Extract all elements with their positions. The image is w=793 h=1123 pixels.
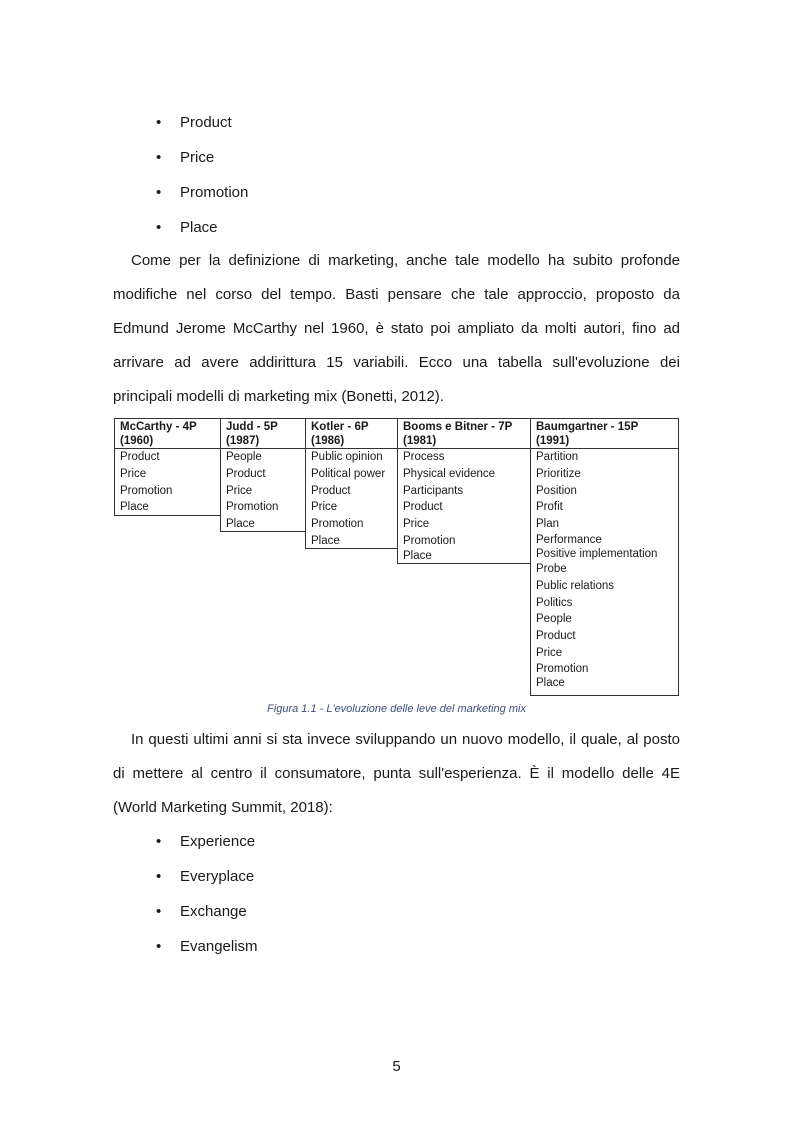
table-cell: Price bbox=[226, 484, 253, 497]
table-cell: Product bbox=[536, 630, 576, 643]
bullet-list-4p bbox=[156, 113, 248, 253]
table-cell: Promotion bbox=[226, 501, 279, 514]
table-cell: Probe bbox=[536, 562, 567, 575]
table-cell: People bbox=[536, 613, 572, 626]
table-cell: Product bbox=[120, 451, 160, 463]
list-item: • Place bbox=[156, 218, 248, 253]
figure-caption: Figura 1.1 - L'evoluzione delle leve del marketing mix bbox=[267, 703, 526, 715]
table-cell: Price bbox=[536, 646, 563, 659]
table-cell: Politics bbox=[536, 596, 573, 609]
list-item: • Promotion bbox=[156, 183, 248, 218]
column-header: Booms e Bitner - 7P (1981) bbox=[398, 419, 530, 449]
list-item: • Everyplace bbox=[156, 867, 258, 902]
table-column-kotler bbox=[305, 418, 398, 549]
table-cell: Profit bbox=[536, 501, 563, 514]
column-header: Baumgartner - 15P (1991) bbox=[531, 419, 678, 449]
table-cell: Prioritize bbox=[536, 467, 581, 480]
column-header: McCarthy - 4P (1960) bbox=[115, 419, 220, 449]
list-item: • Evangelism bbox=[156, 937, 258, 972]
table-cell: Public relations bbox=[536, 579, 614, 592]
table-cell: Positive implementation bbox=[536, 547, 658, 560]
table-cell: Place bbox=[403, 549, 432, 562]
table-cell: Position bbox=[536, 484, 577, 497]
table-cell: Promotion bbox=[120, 484, 173, 497]
table-cell: Public opinion bbox=[311, 451, 383, 463]
list-item: • Experience bbox=[156, 832, 258, 867]
table-cell: Place bbox=[226, 518, 255, 531]
table-cell: Participants bbox=[403, 484, 464, 497]
table-cell: Price bbox=[311, 501, 338, 514]
table-cell: Product bbox=[226, 467, 266, 480]
table-column-judd bbox=[220, 418, 306, 532]
table-cell: Place bbox=[536, 676, 565, 689]
table-cell: Price bbox=[120, 467, 147, 480]
table-cell: Plan bbox=[536, 518, 560, 531]
list-item: • Product bbox=[156, 113, 248, 148]
page-number: 5 bbox=[392, 1058, 401, 1075]
paragraph-4e-model: In questi ultimi anni si sta invece sviluppando un nuovo modello, il quale, al posto di mettere al centro il consumatore, punta sull'esperienza. È il modello delle 4E (World Marketing Summit, 2018): bbox=[113, 731, 680, 816]
table-cell: Performance bbox=[536, 533, 602, 546]
table-column-mccarthy bbox=[114, 418, 221, 516]
table-cell: Place bbox=[120, 501, 149, 514]
table-cell: Price bbox=[403, 518, 430, 531]
table-cell: People bbox=[226, 451, 262, 463]
table-column-booms-bitner bbox=[397, 418, 531, 564]
list-item: • Price bbox=[156, 148, 248, 183]
table-cell: Partition bbox=[536, 451, 579, 463]
table-cell: Product bbox=[403, 501, 443, 514]
column-header: Judd - 5P (1987) bbox=[221, 419, 305, 449]
bullet-list-4e bbox=[156, 832, 258, 972]
table-cell: Promotion bbox=[311, 518, 364, 531]
table-cell: Place bbox=[311, 534, 340, 547]
table-cell: Process bbox=[403, 451, 445, 463]
table-cell: Political power bbox=[311, 467, 386, 480]
table-cell: Physical evidence bbox=[403, 467, 496, 480]
column-header: Kotler - 6P (1986) bbox=[306, 419, 397, 449]
table-cell: Product bbox=[311, 484, 351, 497]
paragraph-marketing-mix-evolution: Come per la definizione di marketing, anche tale modello ha subito profonde modifiche nel corso del tempo. Basti pensare che tale approccio, proposto da Edmund Jerome McCarthy nel 1960, è stato poi ampliato da molti autori, fino ad arrivare ad avere addirittura 15 variabili. Ecco una tabella sull'evoluzione dei principali modelli di marketing mix (Bonetti, 2012). bbox=[113, 252, 680, 405]
table-column-baumgartner bbox=[530, 418, 679, 696]
table-cell: Promotion bbox=[536, 662, 589, 675]
list-item: • Exchange bbox=[156, 902, 258, 937]
table-cell: Promotion bbox=[403, 534, 456, 547]
